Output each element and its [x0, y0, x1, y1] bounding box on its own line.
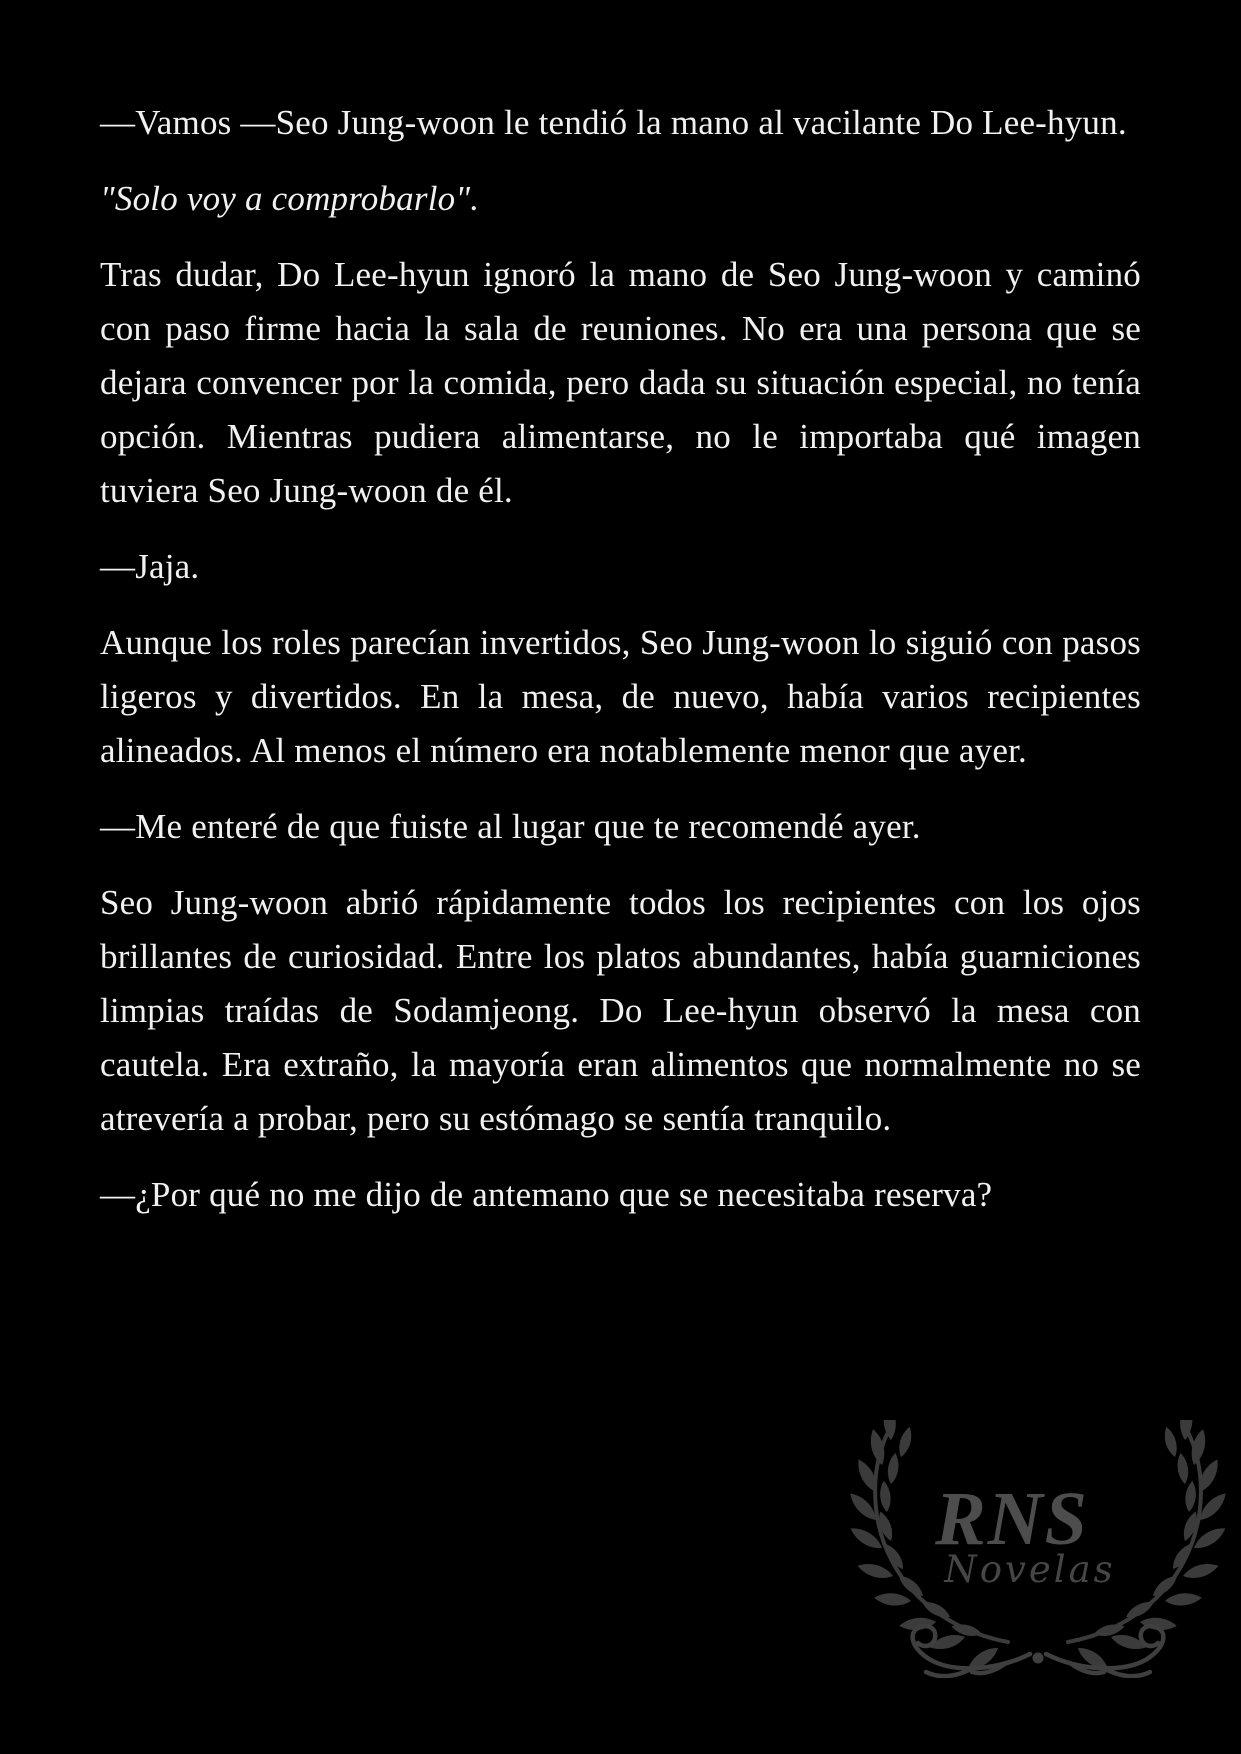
paragraph-dialogue: —Jaja.	[100, 547, 200, 586]
paragraph: —Vamos —Seo Jung-woon le tendió la mano al vacilante Do Lee-hyun.	[100, 103, 1127, 142]
watermark-brand-text: RNS	[935, 1477, 1089, 1561]
paragraph-dialogue: —¿Por qué no me dijo de antemano que se necesitaba reserva?	[100, 1175, 993, 1214]
paragraph: Aunque los roles parecían invertidos, Seo Jung-woon lo siguió con pasos ligeros y divertidos. En la mesa, de nuevo, había varios recipientes alineados. Al menos el número era notablemente menor que ayer.	[100, 623, 1141, 770]
wreath-bottom-flourish	[913, 1626, 1164, 1676]
publisher-watermark	[846, 1420, 1230, 1678]
paragraph-dialogue: —Me enteré de que fuiste al lugar que te recomendé ayer.	[100, 807, 921, 846]
novel-text-body	[100, 96, 1141, 1244]
paragraph: Seo Jung-woon abrió rápidamente todos los recipientes con los ojos brillantes de curiosidad. Entre los platos abundantes, había guarniciones limpias traídas de Sodamjeong. Do Lee-hyun observó la mesa con cautela. Era extraño, la mayoría eran alimentos que normalmente no se atrevería a probar, pero su estómago se sentía tranquilo.	[100, 883, 1141, 1138]
laurel-wreath-icon	[846, 1420, 1230, 1678]
paragraph-italic-quote: "Solo voy a comprobarlo".	[100, 179, 480, 218]
watermark-subtitle-text: Novelas	[944, 1548, 1116, 1591]
paragraph: Tras dudar, Do Lee-hyun ignoró la mano de Seo Jung-woon y caminó con paso firme hacia la sala de reuniones. No era una persona que se dejara convencer por la comida, pero dada su situación especial, no tenía opción. Mientras pudiera alimentarse, no le importaba qué imagen tuviera Seo Jung-woon de él.	[100, 255, 1141, 510]
